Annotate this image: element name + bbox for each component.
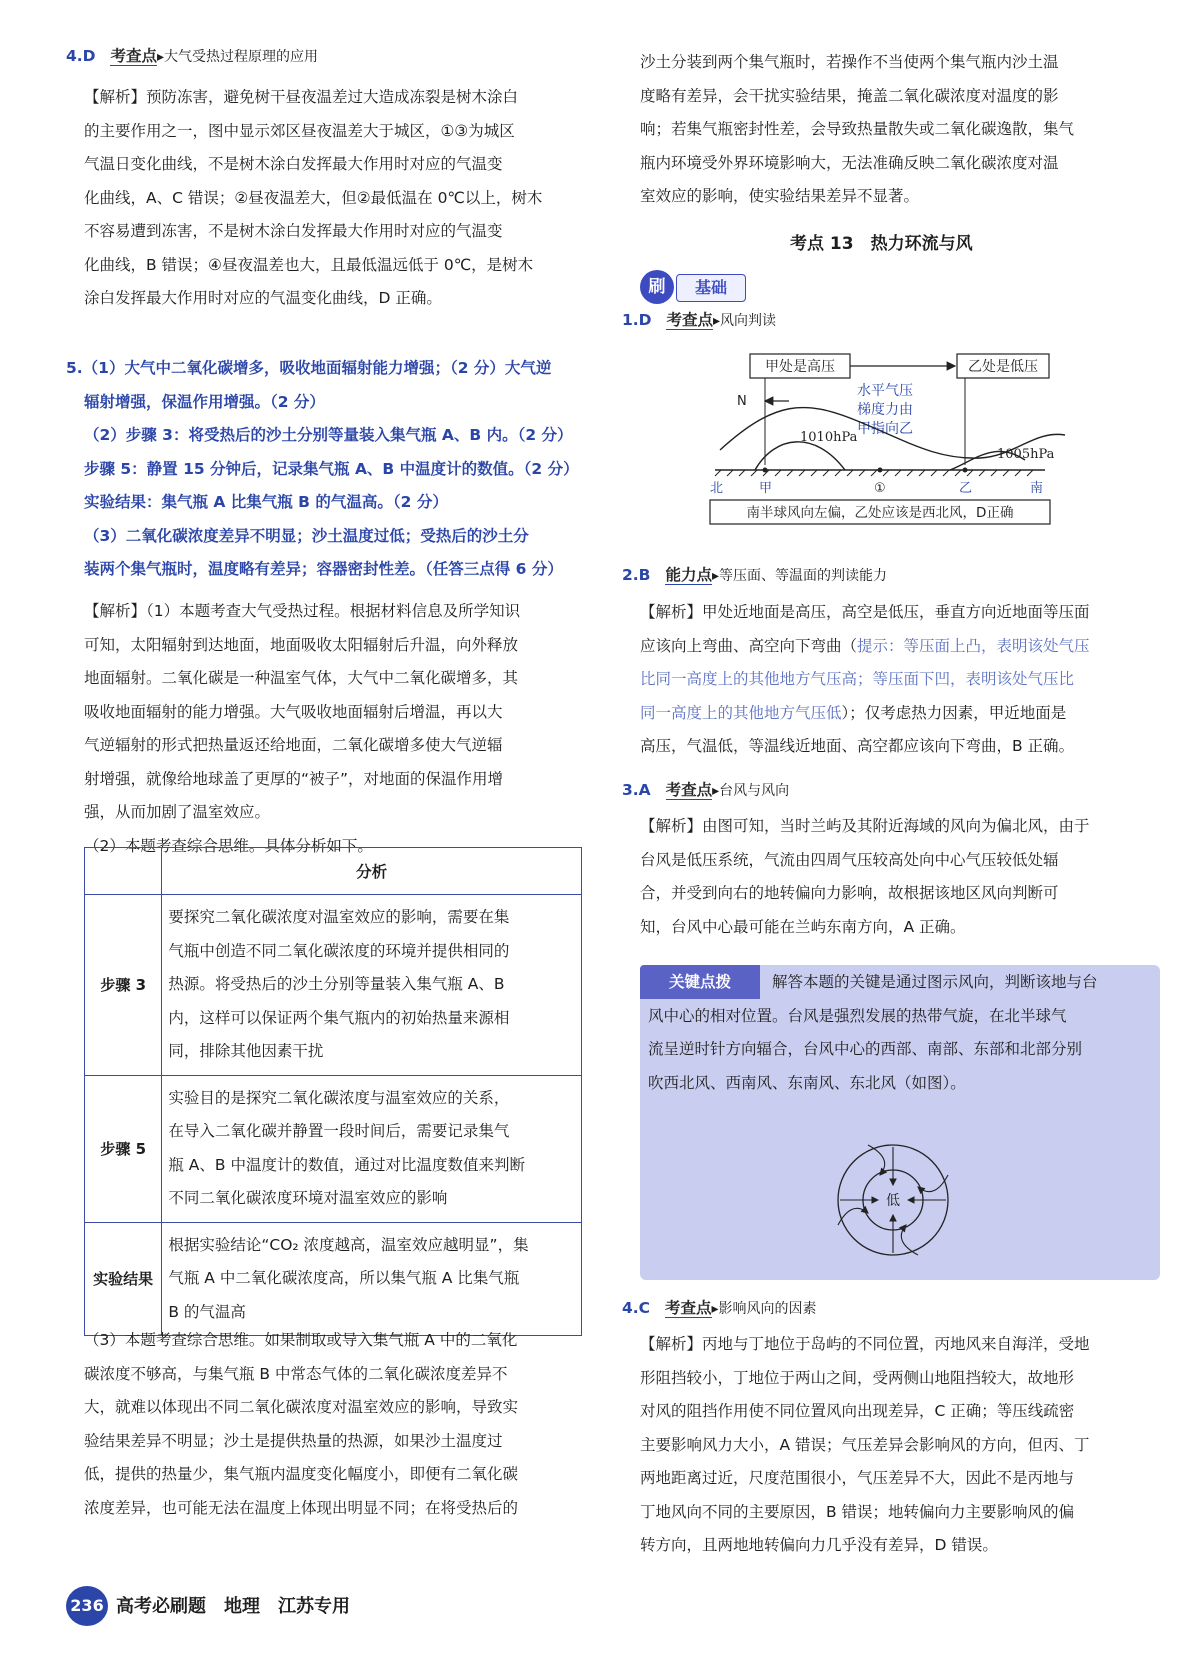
q2-number: 2.B xyxy=(622,566,651,584)
table-cell-line: 气瓶中创造不同二氧化碳浓度的环境并提供相同的 xyxy=(168,941,510,960)
text-line: 丁地风向不同的主要原因，B 错误；地转偏向力主要影响风的偏 xyxy=(640,1502,1075,1521)
pressure-1005: 1005hPa xyxy=(997,447,1055,462)
text-line: 化曲线，B 错误；④昼夜温差也大，且最低温远低于 0℃，是树木 xyxy=(84,255,534,274)
table-header-blank xyxy=(85,848,162,895)
text-line: 响；若集气瓶密封性差，会导致热量散失或二氧化碳逸散，集气 xyxy=(640,120,1075,138)
q4-number: 4.D xyxy=(66,47,96,65)
text-line: 台风是低压系统，气流由四周气压较高处向中心气压较低处辐 xyxy=(640,850,1059,869)
text-line: （3）本题考查综合思维。如果制取或导入集气瓶 A 中的二氧化 xyxy=(84,1331,518,1349)
section-title: 考点 13 热力环流与风 xyxy=(790,234,973,254)
isobar-figure xyxy=(710,340,1065,555)
label-north: 北 xyxy=(710,481,724,496)
q3-number: 3.A xyxy=(622,781,651,799)
text-line: 【解析】（1）本题考查大气受热过程。根据材料信息及所学知识 xyxy=(84,602,521,620)
q4r-tag: 考查点 xyxy=(665,1299,712,1317)
text-line: 流呈逆时针方向辐合，台风中心的西部、南部、东部和北部分别 xyxy=(648,1040,1083,1058)
key-point-title: 关键点拨 xyxy=(640,965,760,999)
text-line: 知，台风中心最可能在兰屿东南方向，A 正确。 xyxy=(640,917,966,936)
table-cell-line: 根据实验结论“CO₂ 浓度越高，温室效应越明显”，集 xyxy=(168,1235,529,1254)
table-row xyxy=(85,1075,582,1222)
page-number: 236 xyxy=(66,1586,108,1626)
text-span-hint: 同一高度上的其他地方气压低 xyxy=(640,703,842,722)
label-jia: 甲 xyxy=(759,481,773,496)
text-line: 实验结果：集气瓶 A 比集气瓶 B 的气温高。（2 分） xyxy=(84,493,448,511)
q3-topic: ▸台风与风向 xyxy=(712,783,790,799)
text-line: 合，并受到向右的地转偏向力影响，故根据该地区风向判断可 xyxy=(640,884,1059,902)
force-label-3: 甲指向乙 xyxy=(857,421,913,437)
text-line: 装两个集气瓶时，温度略有差异；容器密封性差。（任答三点得 6 分） xyxy=(84,560,563,578)
q3-tag: 考查点 xyxy=(665,781,713,799)
figure-caption: 南半球风向左偏，乙处应该是西北风，D正确 xyxy=(746,505,1014,521)
table-cell-line: 热源。将受热后的沙土分别等量装入集气瓶 A、B xyxy=(168,975,505,993)
table-cell xyxy=(162,1222,582,1336)
lower-isobar xyxy=(755,442,845,470)
table-row xyxy=(85,1222,582,1336)
brush-label: 基础 xyxy=(676,274,746,302)
text-line: 吸收地面辐射的能力增强。大气吸收地面辐射后增温，再以大 xyxy=(84,702,503,721)
high-label: 甲处是高压 xyxy=(765,359,835,375)
q4r-topic: ▸影响风向的因素 xyxy=(711,1301,817,1317)
text-line: 吹西北风、西南风、东南风、东北风（如图）。 xyxy=(648,1073,966,1092)
text-line xyxy=(640,736,1074,756)
text-line: 【解析】由图可知，当时兰屿及其附近海域的风向为偏北风，由于 xyxy=(640,817,1090,835)
text-line: 浓度差异，也可能无法在温度上体现出明显不同；在将受热后的 xyxy=(84,1498,519,1517)
text-span-pre: 应该向上弯曲、高空向下弯曲（ xyxy=(640,636,858,655)
text-span-pre: 高压，气温低，等温线近地面、高空都应该向下弯曲，B 正确。 xyxy=(640,737,1075,755)
text-line: 两地距离过近，尺度范围很小，气压差异不大，因此不是丙地与 xyxy=(640,1469,1075,1487)
text-line: 验结果差异不明显；沙土是提供热量的热源，如果沙土温度过 xyxy=(84,1431,503,1450)
table-key: 步骤 3 xyxy=(85,895,162,1076)
text-line: （2）本题考查综合思维。具体分析如下。 xyxy=(84,836,373,855)
text-line: 碳浓度不够高，与集气瓶 B 中常态气体的二氧化碳浓度差异不 xyxy=(84,1364,508,1383)
table-cell-line: 气瓶 A 中二氧化碳浓度高，所以集气瓶 A 比集气瓶 xyxy=(168,1269,520,1287)
text-line: 大，就难以体现出不同二氧化碳浓度对温室效应的影响，导致实 xyxy=(84,1398,519,1416)
book-title: 高考必刷题 地理 江苏专用 xyxy=(116,1596,350,1617)
q4r-number: 4.C xyxy=(622,1299,651,1317)
q4-tag: 考查点 xyxy=(110,47,157,65)
brush-basic-badge xyxy=(640,270,748,304)
text-line: 步骤 5：静置 15 分钟后，记录集气瓶 A、B 中温度计的数值。（2 分） xyxy=(84,459,579,478)
text-line xyxy=(640,703,1066,723)
q3-heading xyxy=(622,780,789,801)
text-line: 可知，太阳辐射到达地面，地面吸收太阳辐射后升温，向外释放 xyxy=(84,635,519,654)
text-line: 【解析】预防冻害，避免树干昼夜温差过大造成冻裂是树木涂白 xyxy=(84,88,519,106)
q1-heading xyxy=(622,310,776,331)
text-line: 【解析】丙地与丁地位于岛屿的不同位置，丙地风来自海洋，受地 xyxy=(640,1335,1090,1353)
table-cell-line: 要探究二氧化碳浓度对温室效应的影响，需要在集 xyxy=(168,908,510,926)
table-key: 步骤 5 xyxy=(85,1075,162,1222)
text-line: 5.（1）大气中二氧化碳增多，吸收地面辐射能力增强；（2 分）大气逆 xyxy=(66,359,552,377)
text-line: 气逆辐射的形式把热量返还给地面，二氧化碳增多使大气逆辐 xyxy=(84,736,503,754)
text-line: 气温日变化曲线，不是树木涂白发挥最大作用时对应的气温变 xyxy=(84,155,503,173)
table-cell xyxy=(162,1075,582,1222)
table-row xyxy=(85,895,582,1076)
text-line: 强，从而加剧了温室效应。 xyxy=(84,803,271,821)
point-jia xyxy=(763,468,768,473)
force-label-1: 水平气压 xyxy=(857,383,913,399)
typhoon-low-label: 低 xyxy=(886,1193,900,1209)
text-line: （3）二氧化碳浓度差异不明显；沙土温度过低；受热后的沙土分 xyxy=(84,526,529,545)
q4-heading xyxy=(66,46,318,67)
q2-heading xyxy=(622,565,887,586)
text-line: 射增强，就像给地球盖了更厚的“被子”，对地面的保温作用增 xyxy=(84,769,504,788)
text-line: （2）步骤 3：将受热后的沙土分别等量装入集气瓶 A、B 内。（2 分） xyxy=(84,426,573,444)
text-line: 室效应的影响，使实验结果差异不显著。 xyxy=(640,187,920,205)
text-line: 化曲线，A、C 错误；②昼夜温差大，但②最低温在 0℃以上，树木 xyxy=(84,188,543,207)
text-line xyxy=(640,669,1074,689)
text-line: 沙土分装到两个集气瓶时，若操作不当使两个集气瓶内沙土温 xyxy=(640,53,1059,71)
table-cell-line: 实验目的是探究二氧化碳浓度与温室效应的关系， xyxy=(168,1088,510,1107)
text-line: 度略有差异，会干扰实验结果，掩盖二氧化碳浓度对温度的影 xyxy=(640,86,1059,105)
text-line: 涂白发挥最大作用时对应的气温变化曲线，D 正确。 xyxy=(84,289,442,307)
q4r-heading xyxy=(622,1298,817,1319)
text-span-hint: 提示：等压面上凸，表明该处气压 xyxy=(857,636,1090,655)
q2-topic: ▸等压面、等温面的判读能力 xyxy=(711,568,887,584)
force-label-2: 梯度力由 xyxy=(857,402,913,418)
text-line: 不容易遭到冻害，不是树木涂白发挥最大作用时对应的气温变 xyxy=(84,222,503,240)
label-south: 南 xyxy=(1030,481,1044,496)
text-line xyxy=(640,602,1090,622)
point-yi xyxy=(963,468,968,473)
table-header: 分析 xyxy=(162,848,582,895)
text-line xyxy=(640,636,1090,656)
north-arrow-label: N xyxy=(737,394,747,409)
text-line: 形阻挡较小，丁地位于两山之间，受两侧山地阻挡较大，故地形 xyxy=(640,1368,1075,1387)
table-cell xyxy=(162,895,582,1076)
text-line: 瓶内环境受外界环境影响大，无法准确反映二氧化碳浓度对温 xyxy=(640,153,1059,172)
text-line: 辐射增强，保温作用增强。（2 分） xyxy=(84,392,325,411)
text-line: 的主要作用之一，图中显示郊区昼夜温差大于城区，①③为城区 xyxy=(84,121,515,140)
analysis-table xyxy=(84,847,582,1336)
text-line: 对风的阻挡作用使不同位置风向出现差异，C 正确；等压线疏密 xyxy=(640,1402,1075,1420)
text-line: 低，提供的热量少，集气瓶内温度变化幅度小，即便有二氧化碳 xyxy=(84,1465,519,1483)
table-cell-line: 在导入二氧化碳并静置一段时间后，需要记录集气 xyxy=(168,1122,510,1140)
label-one: ① xyxy=(874,481,886,496)
table-cell-line: 内，这样可以保证两个集气瓶内的初始热量来源相 xyxy=(168,1008,510,1027)
brush-icon: 刷 xyxy=(640,270,674,304)
label-yi: 乙 xyxy=(959,481,973,496)
q4-topic: ▸大气受热过程原理的应用 xyxy=(157,49,319,65)
table-cell-line: 瓶 A、B 中温度计的数值，通过对比温度数值来判断 xyxy=(168,1155,525,1174)
table-cell-line: B 的气温高 xyxy=(168,1302,246,1321)
q2-tag: 能力点 xyxy=(665,566,712,584)
q1-number: 1.D xyxy=(622,311,652,329)
pressure-1010: 1010hPa xyxy=(800,430,858,445)
text-span-pre: 【解析】甲处近地面是高压，高空是低压，垂直方向近地面等压面 xyxy=(640,603,1090,621)
text-line: 风中心的相对位置。台风是强烈发展的热带气旋，在北半球气 xyxy=(648,1006,1067,1025)
text-line: 转方向，且两地地转偏向力几乎没有差异，D 错误。 xyxy=(640,1536,998,1554)
text-line: 主要影响风力大小，A 错误；气压差异会影响风的方向，但丙、丁 xyxy=(640,1435,1090,1454)
table-key: 实验结果 xyxy=(85,1222,162,1336)
text-span-post: ）；仅考虑热力因素，甲近地面是 xyxy=(841,703,1067,722)
point-one xyxy=(878,468,883,473)
table-cell-line: 同，排除其他因素干扰 xyxy=(168,1042,324,1060)
typhoon-diagram xyxy=(828,1135,958,1265)
text-span-hint: 比同一高度上的其他地方气压高；等压面下凹，表明该处气压比 xyxy=(640,670,1075,688)
low-label: 乙处是低压 xyxy=(968,359,1038,375)
text-line: 解答本题的关键是通过图示风向，判断该地与台 xyxy=(772,973,1098,991)
q1-tag: 考查点 xyxy=(666,311,713,329)
q1-topic: ▸风向判读 xyxy=(713,313,777,329)
text-line: 地面辐射。二氧化碳是一种温室气体，大气中二氧化碳增多，其 xyxy=(84,669,519,687)
table-cell-line: 不同二氧化碳浓度环境对温室效应的影响 xyxy=(168,1189,448,1207)
